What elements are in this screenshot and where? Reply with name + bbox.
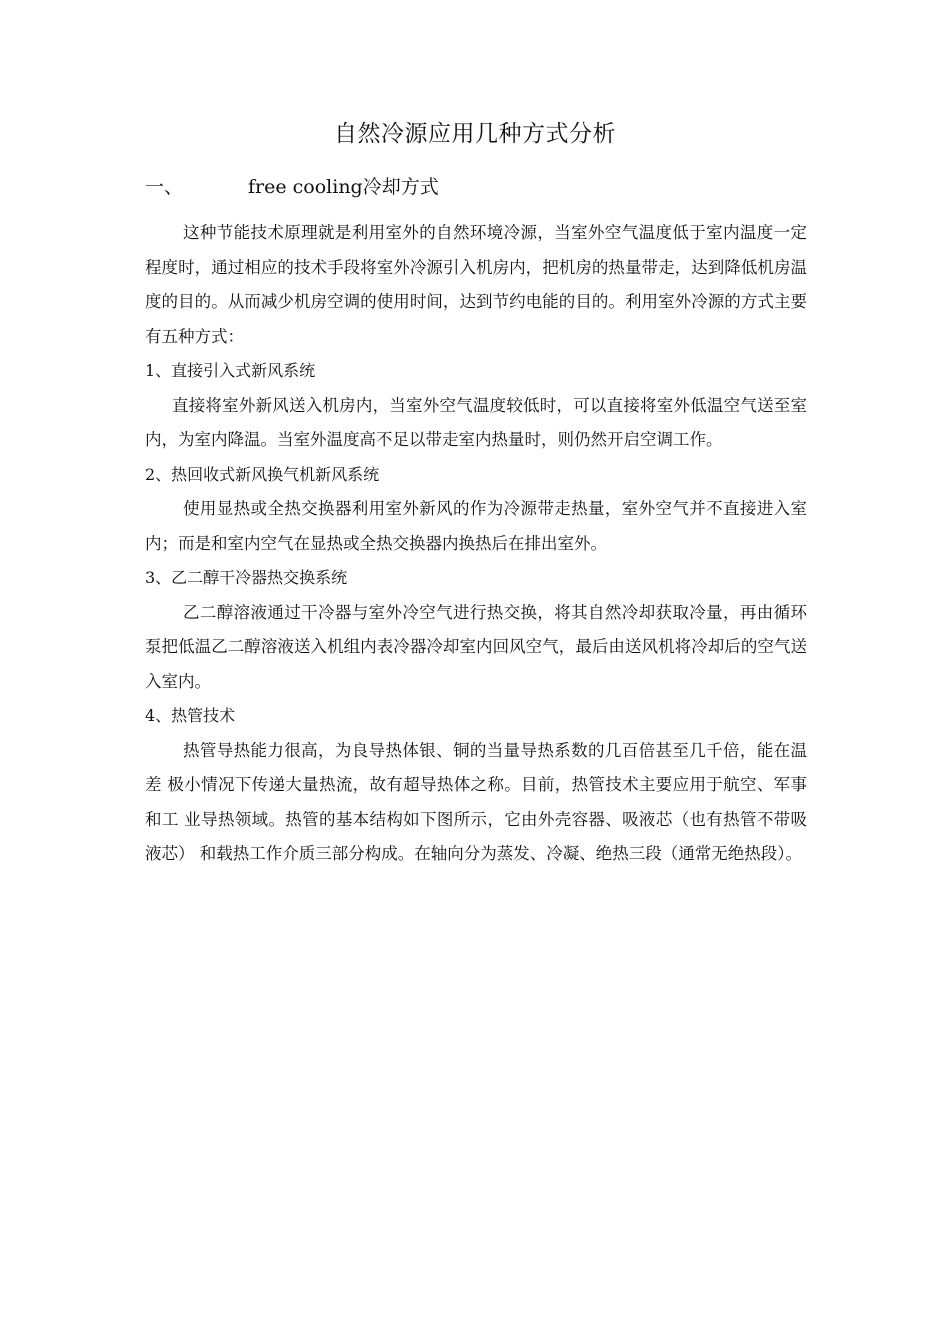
section-heading (145, 172, 439, 202)
item-paragraph-3: 乙二醇溶液通过干冷器与室外冷空气进行热交换，将其自然冷却获取冷量，再由循环泵把低温乙二醇溶液送入机组内表冷器冷却室内回风空气，最后由送风机将冷却后的空气送入室内。 (145, 602, 807, 691)
item-heading-2: 2、热回收式新风换气机新风系统 (145, 464, 380, 484)
item-heading-3: 3、乙二醇干冷器热交换系统 (145, 568, 348, 587)
item-heading-1: 1、直接引入式新风系统 (145, 361, 316, 380)
page-title: 自然冷源应用几种方式分析 (334, 121, 616, 147)
item-heading-4: 4、热管技术 (145, 706, 236, 725)
item-paragraph-2: 使用显热或全热交换器利用室外新风的作为冷源带走热量，室外空气并不直接进入室内；而是和室内空气在显热或全热交换器内换热后在排出室外。 (145, 499, 807, 553)
section-title: free cooling冷却方式 (248, 176, 439, 198)
section-number: 一、 (145, 176, 184, 198)
item-paragraph-1: 直接将室外新风送入机房内，当室外空气温度较低时，可以直接将室外低温空气送至室内，为室内降温。当室外温度高不足以带走室内热量时，则仍然开启空调工作。 (145, 395, 807, 449)
document-body (145, 216, 807, 872)
intro-paragraph: 这种节能技术原理就是利用室外的自然环境冷源，当室外空气温度低于室内温度一定程度时，通过相应的技术手段将室外冷源引入机房内，把机房的热量带走，达到降低机房温度的目的。从而减少机房空调的使用时间，达到节约电能的目的。利用室外冷源的方式主要有五种方式： (145, 223, 807, 346)
item-paragraph-4: 热管导热能力很高，为良导热体银、铜的当量导热系数的几百倍甚至几千倍，能在温差 极小情况下传递大量热流，故有超导热体之称。目前，热管技术主要应用于航空、军事和工 业导热领域。热管的基本结构如下图所示，它由外壳容器、吸液芯（也有热管不带吸液芯） 和载热工作介质三部分构成。在轴向分为蒸发、冷凝、绝热三段（通常无绝热段）。 (145, 740, 807, 863)
